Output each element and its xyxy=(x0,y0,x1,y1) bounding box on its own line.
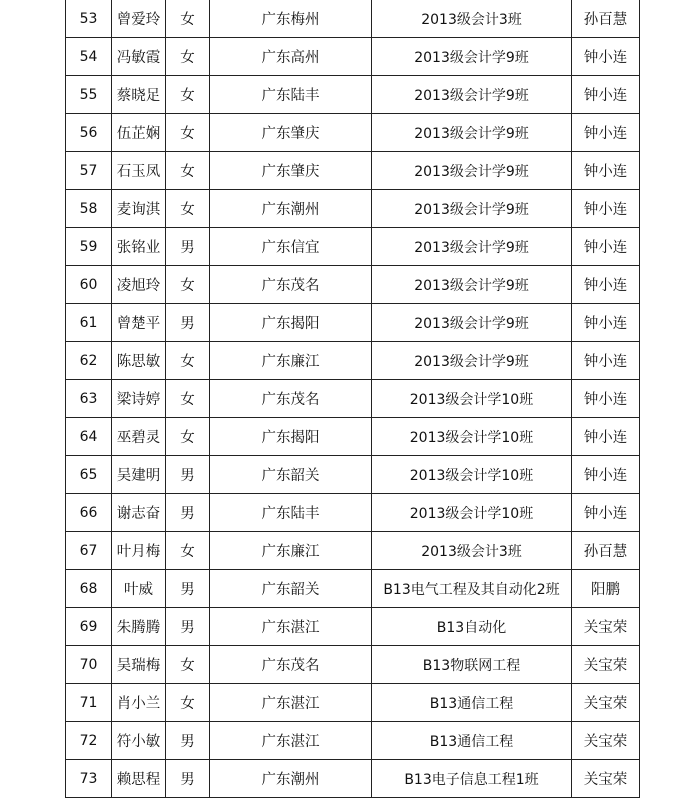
teacher-cell: 钟小连 xyxy=(572,418,640,456)
class-cell: B13电气工程及其自动化2班 xyxy=(372,570,572,608)
row-number-cell: 63 xyxy=(66,380,112,418)
table-row xyxy=(66,608,640,646)
student-name-cell: 吴建明 xyxy=(112,456,166,494)
row-number-cell: 58 xyxy=(66,190,112,228)
student-name-cell: 朱腾腾 xyxy=(112,608,166,646)
teacher-cell: 关宝荣 xyxy=(572,760,640,798)
teacher-cell: 钟小连 xyxy=(572,76,640,114)
row-number-cell: 69 xyxy=(66,608,112,646)
teacher-cell: 钟小连 xyxy=(572,456,640,494)
table-row xyxy=(66,494,640,532)
row-number-cell: 73 xyxy=(66,760,112,798)
table-row xyxy=(66,722,640,760)
table-row xyxy=(66,190,640,228)
gender-cell: 女 xyxy=(166,0,210,38)
class-cell: 2013级会计学9班 xyxy=(372,190,572,228)
row-number-cell: 54 xyxy=(66,38,112,76)
table-row xyxy=(66,304,640,342)
student-name-cell: 赖思程 xyxy=(112,760,166,798)
table-row xyxy=(66,456,640,494)
gender-cell: 女 xyxy=(166,342,210,380)
gender-cell: 女 xyxy=(166,646,210,684)
table-row xyxy=(66,114,640,152)
row-number-cell: 56 xyxy=(66,114,112,152)
class-cell: 2013级会计学9班 xyxy=(372,152,572,190)
class-cell: 2013级会计学9班 xyxy=(372,38,572,76)
table-row xyxy=(66,76,640,114)
class-cell: 2013级会计3班 xyxy=(372,532,572,570)
table-row xyxy=(66,418,640,456)
table-row xyxy=(66,228,640,266)
class-cell: B13自动化 xyxy=(372,608,572,646)
row-number-cell: 53 xyxy=(66,0,112,38)
gender-cell: 男 xyxy=(166,304,210,342)
teacher-cell: 关宝荣 xyxy=(572,722,640,760)
origin-cell: 广东信宜 xyxy=(210,228,372,266)
student-name-cell: 巫碧灵 xyxy=(112,418,166,456)
table-row xyxy=(66,760,640,798)
student-name-cell: 石玉凤 xyxy=(112,152,166,190)
origin-cell: 广东潮州 xyxy=(210,190,372,228)
teacher-cell: 钟小连 xyxy=(572,304,640,342)
origin-cell: 广东肇庆 xyxy=(210,152,372,190)
origin-cell: 广东潮州 xyxy=(210,760,372,798)
gender-cell: 男 xyxy=(166,570,210,608)
gender-cell: 男 xyxy=(166,456,210,494)
student-name-cell: 叶威 xyxy=(112,570,166,608)
student-name-cell: 蔡晓足 xyxy=(112,76,166,114)
teacher-cell: 钟小连 xyxy=(572,380,640,418)
origin-cell: 广东陆丰 xyxy=(210,494,372,532)
teacher-cell: 孙百慧 xyxy=(572,0,640,38)
student-table xyxy=(65,0,640,798)
teacher-cell: 关宝荣 xyxy=(572,646,640,684)
row-number-cell: 71 xyxy=(66,684,112,722)
row-number-cell: 64 xyxy=(66,418,112,456)
gender-cell: 女 xyxy=(166,152,210,190)
origin-cell: 广东韶关 xyxy=(210,570,372,608)
student-name-cell: 梁诗婷 xyxy=(112,380,166,418)
origin-cell: 广东湛江 xyxy=(210,722,372,760)
teacher-cell: 钟小连 xyxy=(572,266,640,304)
class-cell: 2013级会计学10班 xyxy=(372,456,572,494)
table-row xyxy=(66,152,640,190)
gender-cell: 女 xyxy=(166,684,210,722)
row-number-cell: 61 xyxy=(66,304,112,342)
origin-cell: 广东廉江 xyxy=(210,342,372,380)
gender-cell: 男 xyxy=(166,722,210,760)
gender-cell: 男 xyxy=(166,494,210,532)
class-cell: B13物联网工程 xyxy=(372,646,572,684)
row-number-cell: 67 xyxy=(66,532,112,570)
student-name-cell: 符小敏 xyxy=(112,722,166,760)
student-name-cell: 吴瑞梅 xyxy=(112,646,166,684)
gender-cell: 女 xyxy=(166,190,210,228)
teacher-cell: 钟小连 xyxy=(572,228,640,266)
row-number-cell: 66 xyxy=(66,494,112,532)
student-name-cell: 谢志奋 xyxy=(112,494,166,532)
table-row xyxy=(66,266,640,304)
class-cell: B13电子信息工程1班 xyxy=(372,760,572,798)
gender-cell: 女 xyxy=(166,418,210,456)
class-cell: 2013级会计学9班 xyxy=(372,76,572,114)
row-number-cell: 68 xyxy=(66,570,112,608)
class-cell: 2013级会计学9班 xyxy=(372,228,572,266)
origin-cell: 广东梅州 xyxy=(210,0,372,38)
row-number-cell: 70 xyxy=(66,646,112,684)
teacher-cell: 钟小连 xyxy=(572,342,640,380)
gender-cell: 女 xyxy=(166,380,210,418)
gender-cell: 男 xyxy=(166,608,210,646)
class-cell: 2013级会计学9班 xyxy=(372,342,572,380)
student-name-cell: 叶月梅 xyxy=(112,532,166,570)
table-row xyxy=(66,380,640,418)
origin-cell: 广东肇庆 xyxy=(210,114,372,152)
gender-cell: 女 xyxy=(166,114,210,152)
row-number-cell: 59 xyxy=(66,228,112,266)
row-number-cell: 72 xyxy=(66,722,112,760)
row-number-cell: 62 xyxy=(66,342,112,380)
student-name-cell: 冯敏霞 xyxy=(112,38,166,76)
student-name-cell: 伍芷娴 xyxy=(112,114,166,152)
origin-cell: 广东韶关 xyxy=(210,456,372,494)
class-cell: 2013级会计学10班 xyxy=(372,418,572,456)
student-name-cell: 曾爱玲 xyxy=(112,0,166,38)
teacher-cell: 钟小连 xyxy=(572,38,640,76)
student-name-cell: 肖小兰 xyxy=(112,684,166,722)
class-cell: 2013级会计学10班 xyxy=(372,494,572,532)
table-row xyxy=(66,646,640,684)
class-cell: 2013级会计学9班 xyxy=(372,304,572,342)
origin-cell: 广东茂名 xyxy=(210,266,372,304)
gender-cell: 女 xyxy=(166,76,210,114)
table-row xyxy=(66,0,640,38)
class-cell: 2013级会计3班 xyxy=(372,0,572,38)
origin-cell: 广东湛江 xyxy=(210,608,372,646)
gender-cell: 男 xyxy=(166,228,210,266)
origin-cell: 广东揭阳 xyxy=(210,418,372,456)
gender-cell: 女 xyxy=(166,266,210,304)
origin-cell: 广东湛江 xyxy=(210,684,372,722)
origin-cell: 广东廉江 xyxy=(210,532,372,570)
row-number-cell: 60 xyxy=(66,266,112,304)
table-row xyxy=(66,532,640,570)
table-row xyxy=(66,38,640,76)
origin-cell: 广东茂名 xyxy=(210,646,372,684)
class-cell: B13通信工程 xyxy=(372,722,572,760)
class-cell: 2013级会计学9班 xyxy=(372,266,572,304)
origin-cell: 广东高州 xyxy=(210,38,372,76)
row-number-cell: 57 xyxy=(66,152,112,190)
teacher-cell: 钟小连 xyxy=(572,114,640,152)
student-name-cell: 麦询淇 xyxy=(112,190,166,228)
class-cell: 2013级会计学9班 xyxy=(372,114,572,152)
teacher-cell: 钟小连 xyxy=(572,152,640,190)
teacher-cell: 孙百慧 xyxy=(572,532,640,570)
table-body xyxy=(66,0,640,798)
row-number-cell: 65 xyxy=(66,456,112,494)
row-number-cell: 55 xyxy=(66,76,112,114)
gender-cell: 男 xyxy=(166,760,210,798)
teacher-cell: 钟小连 xyxy=(572,190,640,228)
origin-cell: 广东陆丰 xyxy=(210,76,372,114)
teacher-cell: 关宝荣 xyxy=(572,684,640,722)
gender-cell: 女 xyxy=(166,532,210,570)
student-name-cell: 陈思敏 xyxy=(112,342,166,380)
class-cell: B13通信工程 xyxy=(372,684,572,722)
table-row xyxy=(66,570,640,608)
table-row xyxy=(66,342,640,380)
gender-cell: 女 xyxy=(166,38,210,76)
student-name-cell: 曾楚平 xyxy=(112,304,166,342)
student-name-cell: 凌旭玲 xyxy=(112,266,166,304)
teacher-cell: 关宝荣 xyxy=(572,608,640,646)
table-row xyxy=(66,684,640,722)
student-name-cell: 张铭业 xyxy=(112,228,166,266)
class-cell: 2013级会计学10班 xyxy=(372,380,572,418)
origin-cell: 广东茂名 xyxy=(210,380,372,418)
teacher-cell: 阳鹏 xyxy=(572,570,640,608)
origin-cell: 广东揭阳 xyxy=(210,304,372,342)
teacher-cell: 钟小连 xyxy=(572,494,640,532)
